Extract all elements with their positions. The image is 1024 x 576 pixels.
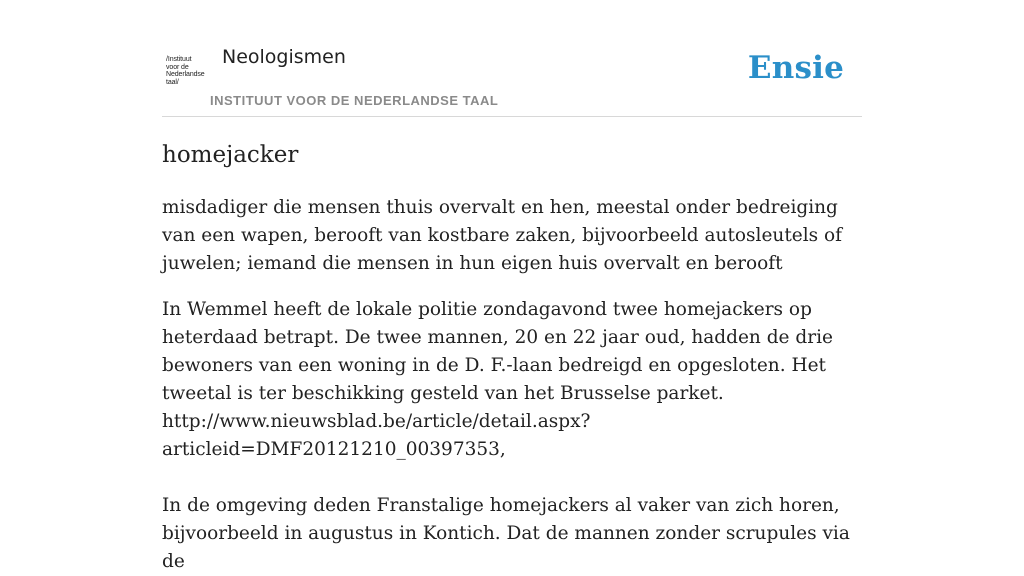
example-gap — [162, 464, 862, 492]
header — [162, 40, 862, 117]
example-text-2: In de omgeving deden Franstalige homejackers al vaker van zich horen, bijvoorbeeld in augustus in Kontich. Dat de mannen zonder scrupules via de — [162, 495, 850, 572]
logo-line: taal/ — [166, 78, 179, 86]
logo-line: /Instituut — [166, 56, 192, 63]
site-subtitle: INSTITUUT VOOR DE NEDERLANDSE TAAL — [210, 93, 499, 108]
logo-line: Nederlandse — [166, 71, 205, 78]
logo-line: voor de — [166, 63, 189, 71]
example-source: http://www.nieuwsblad.be/article/detail.aspx?articleid=DMF20121210_00397353, — [162, 411, 591, 460]
entry-definition: misdadiger die mensen thuis overvalt en hen, meestal onder bedreiging van een wapen, berooft van kostbare zaken, bijvoorbeeld autosleutels of juwelen; iemand die mensen in hun eigen huis overvalt en berooft — [162, 197, 842, 274]
entry-example — [162, 296, 862, 576]
brand-logo[interactable]: Ensie — [747, 50, 844, 86]
institute-logo[interactable] — [166, 56, 208, 90]
example-text: In Wemmel heeft de lokale politie zondagavond twee homejackers op heterdaad betrapt. De twee mannen, 20 en 22 jaar oud, hadden de drie bewoners van een woning in de D. F.-laan bedreigd en opgesloten. Het tweetal is ter beschikking gesteld van het Brusselse parket. — [162, 299, 833, 404]
entry-term: homejacker — [162, 142, 299, 168]
site-title[interactable]: Neologismen — [222, 46, 346, 68]
entry-content — [162, 138, 862, 576]
